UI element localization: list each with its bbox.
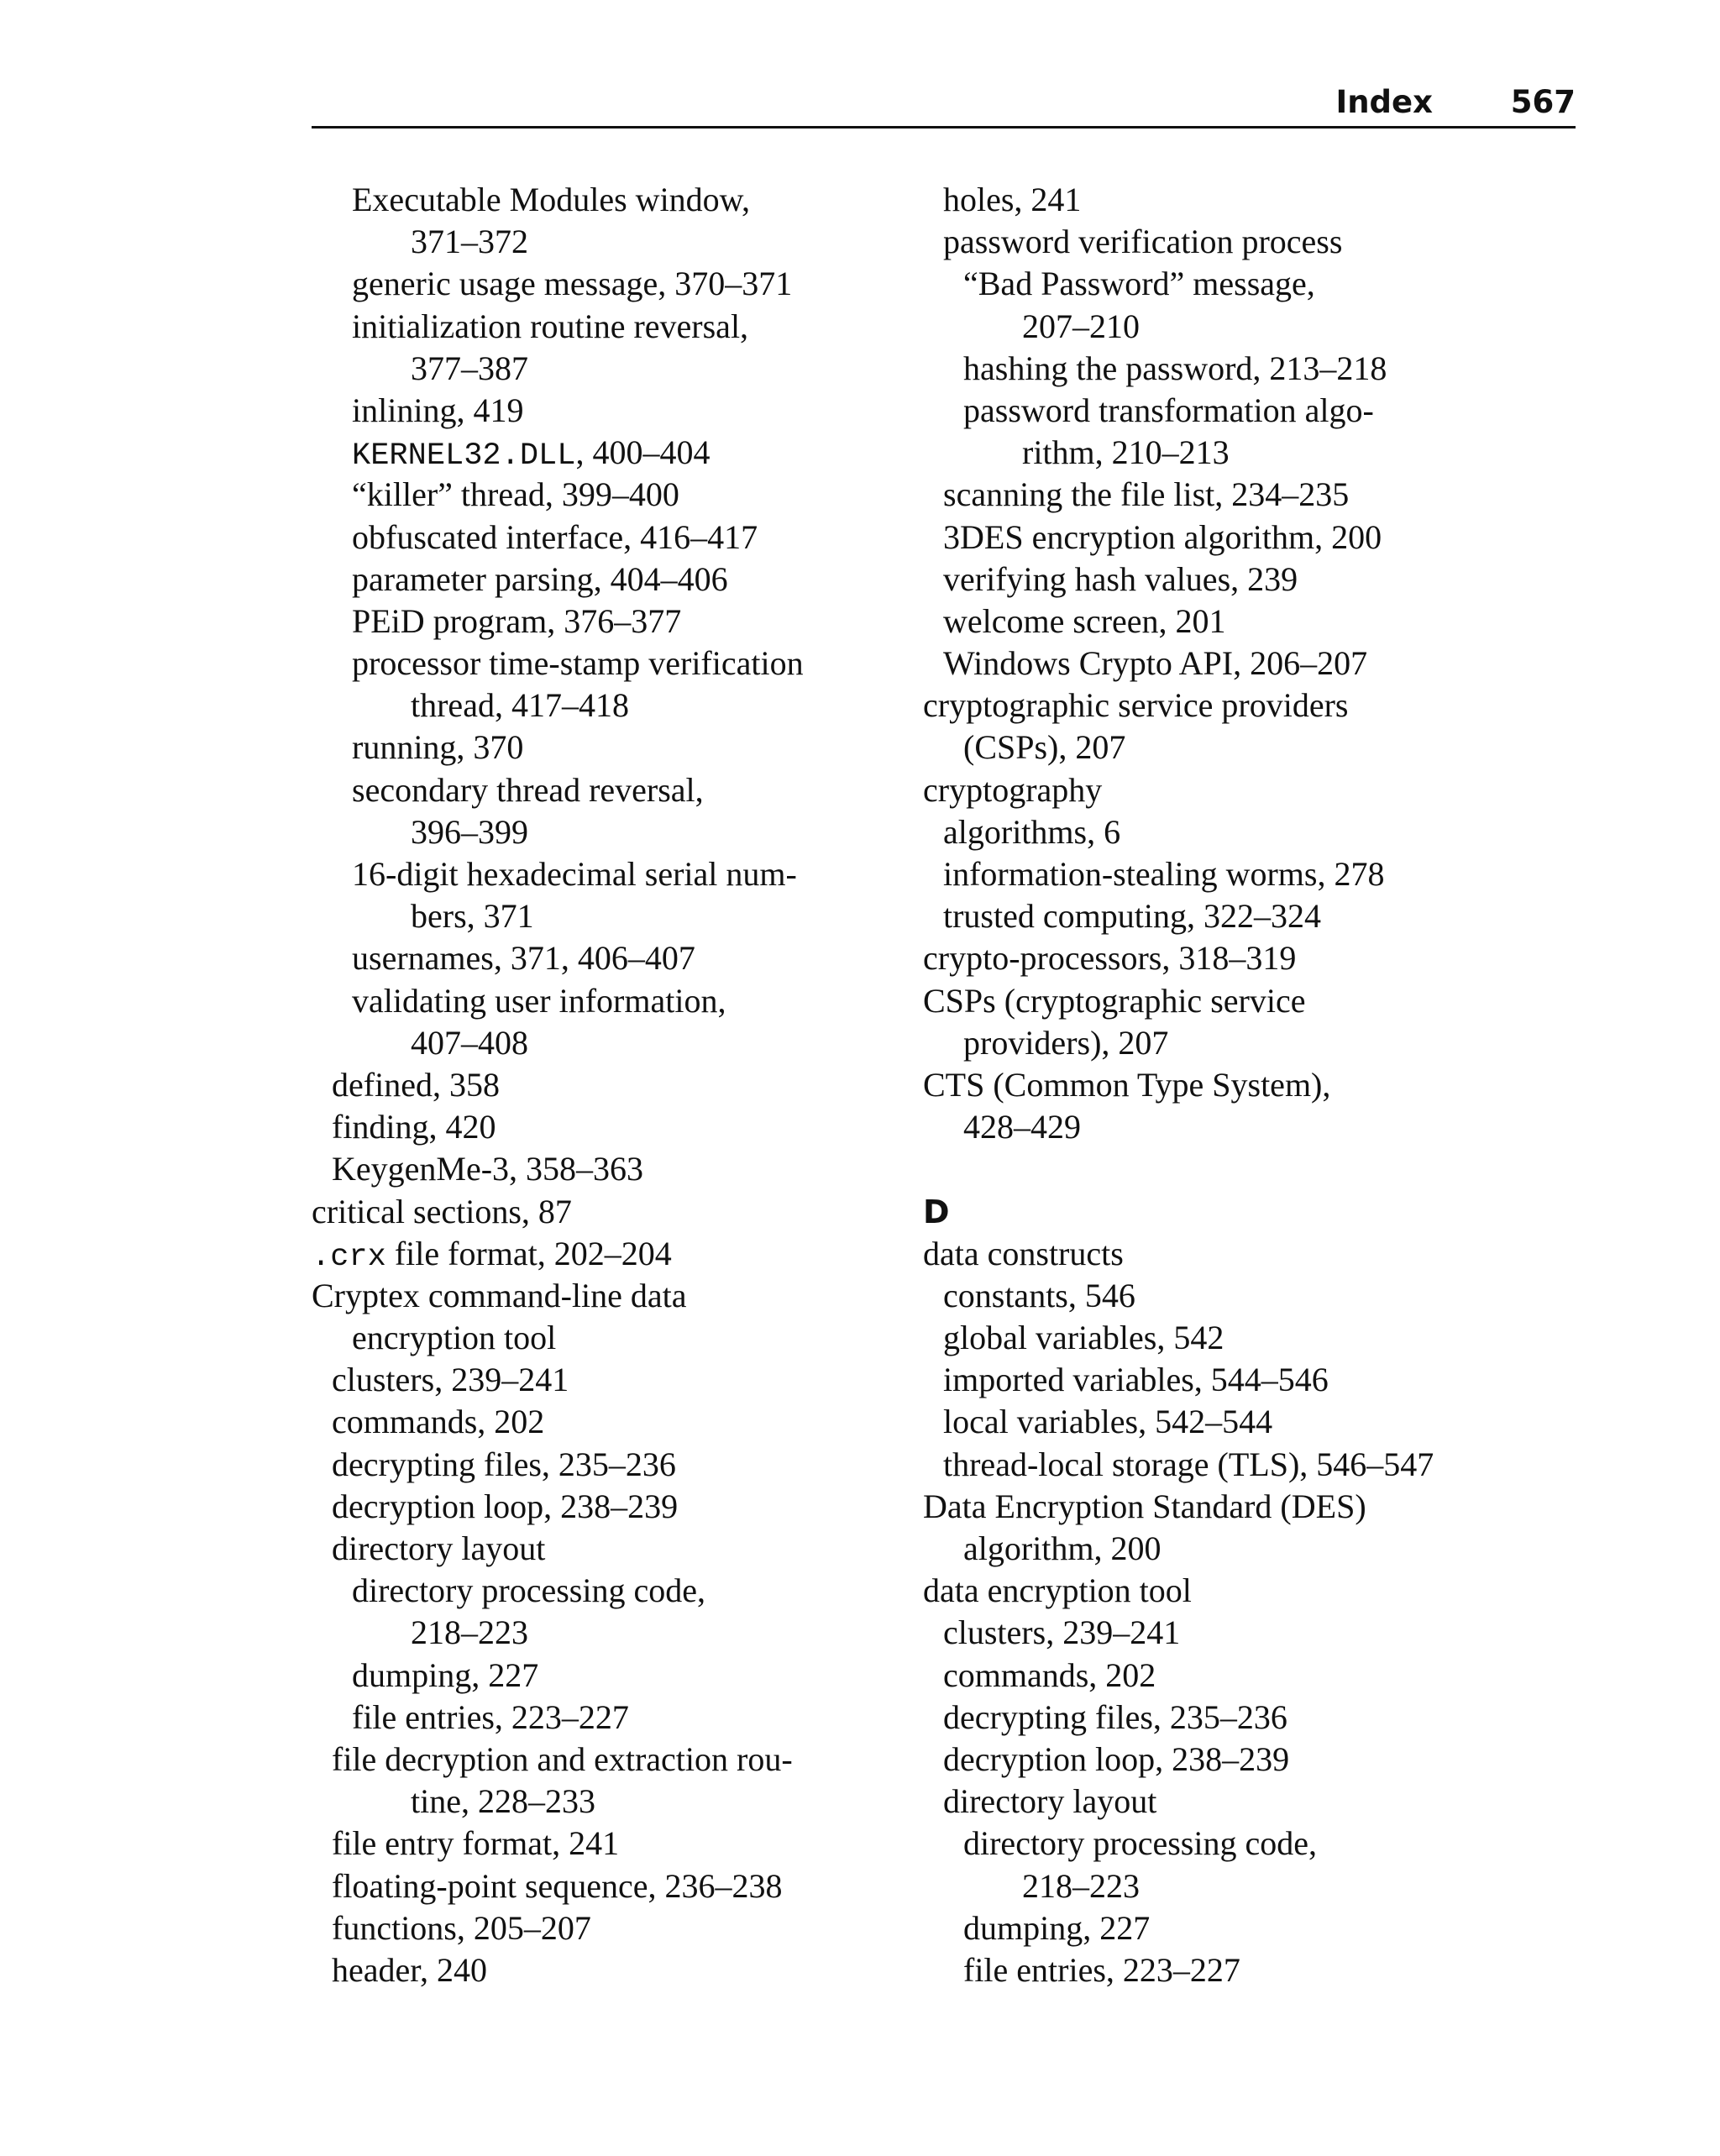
entry-text: algorithm, 200	[963, 1529, 1162, 1567]
index-subentry	[923, 221, 1561, 263]
entry-text: 396–399	[411, 812, 528, 851]
entry-text: defined, 358	[332, 1065, 500, 1104]
entry-text: functions, 205–207	[332, 1908, 591, 1947]
entry-text: parameter parsing, 404–406	[352, 559, 728, 598]
entry-text: decrypting files, 235–236	[943, 1697, 1287, 1736]
entry-text: file format, 202–204	[385, 1234, 672, 1272]
entry-text: clusters, 239–241	[332, 1361, 569, 1399]
index-subentry	[312, 980, 899, 1022]
entry-text: local variables, 542–544	[943, 1403, 1273, 1441]
entry-text: KeygenMe-3, 358–363	[332, 1150, 644, 1188]
index-entry-continuation	[312, 348, 899, 390]
entry-text: algorithms, 6	[943, 812, 1121, 851]
entry-text: dumping, 227	[352, 1655, 539, 1694]
index-subentry	[923, 390, 1561, 432]
index-entry-continuation	[312, 221, 899, 263]
entry-text: directory layout	[943, 1782, 1157, 1821]
entry-text: trusted computing, 322–324	[943, 897, 1321, 936]
header-title: Index	[1335, 84, 1433, 120]
entry-text: finding, 420	[332, 1108, 496, 1146]
index-subentry	[923, 1317, 1561, 1359]
entry-text: verifying hash values, 239	[943, 559, 1298, 598]
section-letter-heading	[923, 1191, 1561, 1233]
entry-text: directory processing code,	[963, 1824, 1317, 1863]
index-subentry	[923, 1612, 1561, 1654]
index-subentry	[923, 1022, 1561, 1064]
entry-text: holes, 241	[943, 181, 1082, 218]
index-subentry	[312, 1064, 899, 1106]
index-subentry	[923, 1655, 1561, 1697]
index-subentry	[312, 1106, 899, 1148]
index-subentry	[923, 348, 1561, 390]
index-entry	[312, 1233, 899, 1275]
entry-text: running, 370	[352, 728, 524, 767]
index-entry	[923, 937, 1561, 979]
entry-text: floating-point sequence, 236–238	[332, 1866, 783, 1905]
index-subentry	[312, 601, 899, 643]
index-subentry	[923, 811, 1561, 853]
entry-text: 16-digit hexadecimal serial num-	[352, 855, 797, 893]
index-subentry	[923, 1444, 1561, 1486]
entry-text: commands, 202	[943, 1655, 1156, 1694]
entry-text: decryption loop, 238–239	[943, 1739, 1290, 1778]
entry-text: password verification process	[943, 223, 1343, 261]
index-subentry	[923, 643, 1561, 685]
entry-text: thread, 417–418	[411, 686, 629, 725]
entry-text: 218–223	[1022, 1866, 1140, 1905]
index-subentry	[312, 1655, 899, 1697]
entry-text: (CSPs), 207	[963, 728, 1126, 767]
entry-text: directory layout	[332, 1529, 546, 1567]
index-subentry	[923, 1359, 1561, 1401]
index-subentry	[923, 1781, 1561, 1823]
entry-text: validating user information,	[352, 981, 726, 1020]
entry-text: secondary thread reversal,	[352, 770, 704, 809]
index-subentry	[312, 1865, 899, 1907]
page-number: 567	[1510, 84, 1576, 120]
index-entry	[923, 980, 1561, 1022]
entry-text: imported variables, 544–546	[943, 1361, 1329, 1399]
entry-text: Executable Modules window,	[352, 181, 750, 218]
entry-text: 371–372	[411, 223, 528, 261]
entry-text: obfuscated interface, 416–417	[352, 517, 758, 556]
index-subentry	[312, 306, 899, 348]
index-subentry	[923, 559, 1561, 601]
entry-text: bers, 371	[411, 897, 534, 936]
index-entry	[923, 1486, 1561, 1528]
entry-text: commands, 202	[332, 1403, 545, 1441]
entry-text: PEiD program, 376–377	[352, 601, 682, 640]
index-subentry	[312, 179, 899, 221]
index-entry-continuation	[923, 306, 1561, 348]
index-subentry	[312, 559, 899, 601]
index-subentry	[312, 1949, 899, 1991]
index-entry	[312, 1275, 899, 1317]
index-column-left	[312, 179, 899, 1991]
index-subentry	[312, 1317, 899, 1359]
entry-text: , 400–404	[575, 433, 711, 472]
entry-text: dumping, 227	[963, 1908, 1151, 1947]
index-subentry	[923, 263, 1561, 305]
index-subentry	[312, 1359, 899, 1401]
entry-text: Cryptex command-line data	[312, 1276, 687, 1314]
index-subentry	[312, 1486, 899, 1528]
index-entry-continuation	[923, 432, 1561, 474]
entry-text: thread-local storage (TLS), 546–547	[943, 1445, 1434, 1483]
entry-text: providers), 207	[963, 1023, 1169, 1062]
entry-text: directory processing code,	[352, 1571, 705, 1610]
index-subentry	[923, 1823, 1561, 1865]
entry-text: file entry format, 241	[332, 1824, 620, 1863]
entry-text: hashing the password, 213–218	[963, 349, 1387, 387]
index-subentry	[312, 517, 899, 559]
entry-text: information-stealing worms, 278	[943, 855, 1385, 893]
entry-text: 377–387	[411, 349, 528, 387]
index-subentry	[923, 895, 1561, 937]
entry-text: password transformation algo-	[963, 391, 1374, 429]
entry-text: initialization routine reversal,	[352, 307, 749, 345]
entry-text: 207–210	[1022, 307, 1140, 345]
index-subentry	[312, 1528, 899, 1570]
entry-text: file entries, 223–227	[352, 1697, 629, 1736]
index-entry-continuation	[312, 1781, 899, 1823]
entry-text: clusters, 239–241	[943, 1613, 1181, 1652]
index-entry-continuation	[312, 685, 899, 727]
section-gap	[923, 1148, 1561, 1190]
index-entry	[923, 769, 1561, 811]
index-subentry	[312, 1739, 899, 1781]
index-entry-continuation	[312, 1022, 899, 1064]
entry-text: encryption tool	[352, 1319, 557, 1357]
index-subentry	[312, 474, 899, 516]
entry-text: critical sections, 87	[312, 1192, 572, 1230]
entry-text: decrypting files, 235–236	[332, 1445, 676, 1483]
index-subentry	[312, 643, 899, 685]
code-term: .crx	[312, 1239, 386, 1275]
index-subentry	[923, 1106, 1561, 1148]
index-entry-continuation	[923, 1865, 1561, 1907]
index-subentry	[923, 474, 1561, 516]
index-subentry	[312, 769, 899, 811]
index-subentry	[923, 179, 1561, 221]
entry-text: usernames, 371, 406–407	[352, 939, 695, 978]
entry-text: 407–408	[411, 1023, 528, 1062]
entry-text: cryptographic service providers	[923, 686, 1349, 725]
index-subentry	[312, 937, 899, 979]
index-column-right	[923, 179, 1561, 1991]
index-entry-continuation	[312, 811, 899, 853]
entry-text: crypto-processors, 318–319	[923, 939, 1297, 978]
running-header	[312, 82, 1576, 129]
entry-text: inlining, 419	[352, 391, 524, 429]
index-subentry	[312, 1697, 899, 1739]
entry-text: 428–429	[963, 1108, 1081, 1146]
index-subentry	[923, 1907, 1561, 1949]
index-entry	[312, 1191, 899, 1233]
index-subentry	[923, 1275, 1561, 1317]
entry-text: file decryption and extraction rou-	[332, 1739, 793, 1778]
index-entry-continuation	[312, 1612, 899, 1654]
entry-text: welcome screen, 201	[943, 601, 1226, 640]
index-entry	[923, 1064, 1561, 1106]
entry-text: CSPs (cryptographic service	[923, 981, 1306, 1020]
index-subentry	[923, 517, 1561, 559]
index-subentry	[312, 1148, 899, 1190]
entry-text: CTS (Common Type System),	[923, 1065, 1331, 1104]
entry-text: scanning the file list, 234–235	[943, 475, 1350, 514]
index-subentry	[312, 727, 899, 769]
section-letter: D	[923, 1193, 950, 1230]
entry-text: 3DES encryption algorithm, 200	[943, 517, 1382, 556]
index-subentry	[312, 1823, 899, 1865]
entry-text: tine, 228–233	[411, 1782, 595, 1821]
index-subentry	[312, 1570, 899, 1612]
index-entry	[923, 1233, 1561, 1275]
index-subentry	[923, 1739, 1561, 1781]
index-subentry	[923, 853, 1561, 895]
entry-text: 218–223	[411, 1613, 528, 1652]
index-subentry	[923, 1697, 1561, 1739]
entry-text: data encryption tool	[923, 1571, 1192, 1610]
index-subentry	[923, 601, 1561, 643]
index-subentry	[312, 853, 899, 895]
entry-text: file entries, 223–227	[963, 1950, 1240, 1989]
index-subentry	[312, 432, 899, 474]
index-subentry	[312, 263, 899, 305]
index-entry	[923, 685, 1561, 727]
code-term: KERNEL32.DLL	[352, 438, 576, 475]
entry-text: processor time-stamp verification	[352, 644, 804, 683]
index-entry-continuation	[312, 895, 899, 937]
entry-text: global variables, 542	[943, 1319, 1224, 1357]
entry-text: Data Encryption Standard (DES)	[923, 1487, 1366, 1525]
index-subentry	[923, 1401, 1561, 1443]
index-subentry	[312, 1401, 899, 1443]
index-subentry	[923, 727, 1561, 769]
entry-text: generic usage message, 370–371	[352, 265, 793, 303]
index-entry	[923, 1570, 1561, 1612]
index-subentry	[312, 1907, 899, 1949]
entry-text: “killer” thread, 399–400	[352, 475, 679, 514]
index-subentry	[923, 1528, 1561, 1570]
index-subentry	[923, 1949, 1561, 1991]
entry-text: “Bad Password” message,	[963, 265, 1315, 303]
entry-text: data constructs	[923, 1234, 1124, 1272]
entry-text: header, 240	[332, 1950, 487, 1989]
entry-text: constants, 546	[943, 1276, 1135, 1314]
entry-text: rithm, 210–213	[1022, 433, 1230, 472]
index-subentry	[312, 390, 899, 432]
entry-text: decryption loop, 238–239	[332, 1487, 679, 1525]
index-subentry	[312, 1444, 899, 1486]
entry-text: cryptography	[923, 770, 1103, 809]
entry-text: Windows Crypto API, 206–207	[943, 644, 1368, 683]
